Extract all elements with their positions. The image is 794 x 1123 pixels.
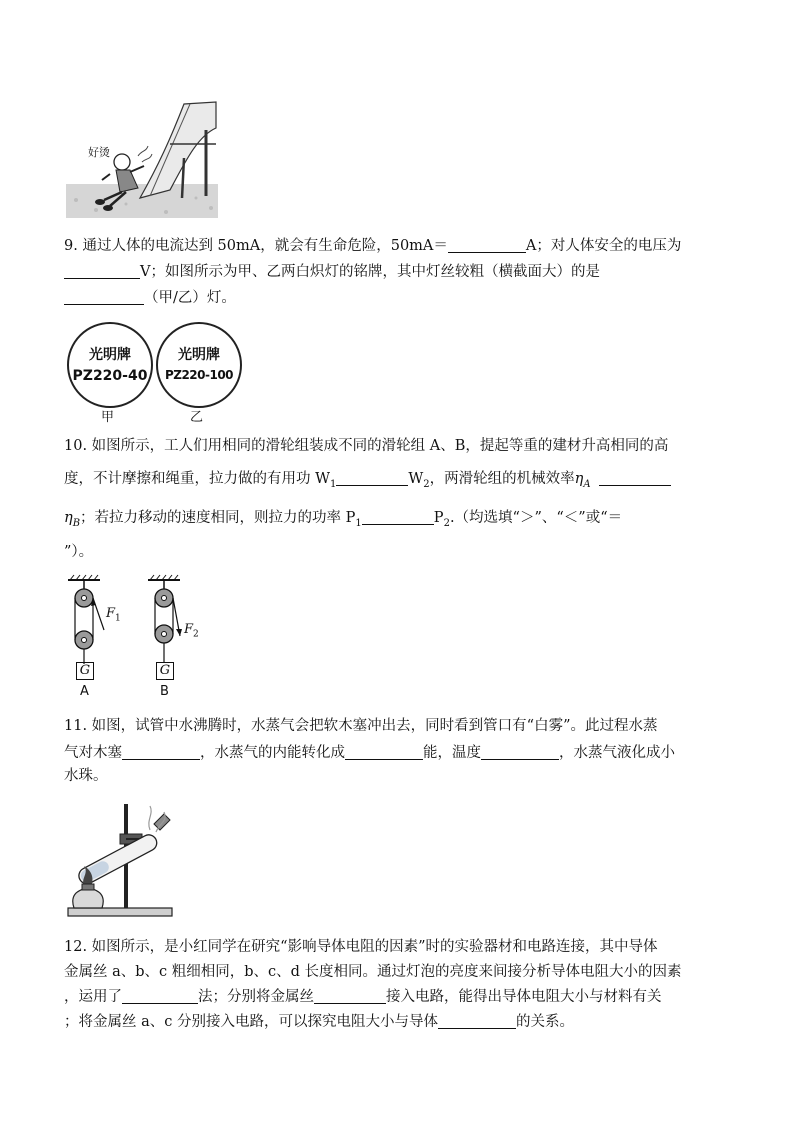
lamp-model: PZ220-100 xyxy=(164,368,234,382)
q11-line-3: 水珠。 xyxy=(64,768,108,784)
force-label-f1: $F_1$ xyxy=(106,606,121,624)
q10-blank-1[interactable] xyxy=(336,470,408,486)
q9-line-3: （甲/乙）灯。 xyxy=(64,288,236,308)
lamp-model: PZ220-40 xyxy=(72,368,148,384)
q12-blank-3[interactable] xyxy=(438,1013,516,1029)
q12-line-4: ；将金属丝 a、c 分别接入电路，可以探究电阻大小与导体 的关系。 xyxy=(64,1014,574,1030)
q10-blank-2[interactable] xyxy=(599,470,671,486)
lamp-badge-yi xyxy=(156,322,242,408)
pulley-figure xyxy=(60,574,220,700)
q11-blank-2[interactable] xyxy=(345,744,423,760)
q10-blank-3[interactable] xyxy=(362,509,434,525)
q10-line-2: 度，不计摩擦和绳重，拉力做的有用功 $W_1$ $W_2$，两滑轮组的机械效率$\eta_A$ xyxy=(64,469,671,495)
lamp-label-jia: 甲 xyxy=(101,410,115,425)
q9-blank-2[interactable] xyxy=(64,263,140,279)
q10-line-3: $\eta_B$；若拉力移动的速度相同，则拉力的功率 $P_1$ $P_2$.（均选填“＞”、“＜”或“＝ xyxy=(64,510,623,529)
lamp-label-yi: 乙 xyxy=(190,410,204,425)
q9-blank-3[interactable] xyxy=(64,289,144,305)
q12-blank-2[interactable] xyxy=(314,988,386,1004)
figure-label-b: B xyxy=(160,684,169,699)
q12-blank-1[interactable] xyxy=(122,988,198,1004)
q9-line-2: V；如图所示为甲、乙两白炽灯的铭牌，其中灯丝较粗（横截面大）的是 xyxy=(64,262,600,282)
weight-box-a: G xyxy=(76,662,94,680)
q10-line-1: 10. 如图所示，工人们用相同的滑轮组装成不同的滑轮组 A、B，提起等重的建材升高相同的高 xyxy=(64,438,669,454)
slide-figure xyxy=(66,100,218,218)
q12-line-2: 金属丝 a、b、c 粗细相同，b、c、d 长度相同。通过灯泡的亮度来间接分析导体电阻大小的因素 xyxy=(64,964,682,980)
test-tube-figure xyxy=(64,796,176,920)
q9-blank-1[interactable] xyxy=(448,237,526,253)
lamp-badge-jia xyxy=(67,322,153,408)
q11-blank-3[interactable] xyxy=(481,744,559,760)
q12-line-3: ，运用了 法；分别将金属丝 接入电路，能得出导体电阻大小与材料有关 xyxy=(64,989,662,1005)
q11-line-1: 11. 如图，试管中水沸腾时，水蒸气会把软木塞冲出去，同时看到管口有“白雾”。此过程水蒸 xyxy=(64,718,658,734)
q10-line-4: ”）。 xyxy=(64,544,94,560)
lamp-brand: 光明牌 xyxy=(178,347,220,363)
q9-line-1: 9. 通过人体的电流达到 50mA，就会有生命危险，50mA＝ A；对人体安全的电压为 xyxy=(64,238,682,254)
lamp-brand: 光明牌 xyxy=(89,347,131,363)
figure-label-a: A xyxy=(80,684,89,699)
q11-line-2: 气对木塞 ，水蒸气的内能转化成 能，温度 ，水蒸气液化成小 xyxy=(64,745,675,761)
weight-box-b: G xyxy=(156,662,174,680)
q11-blank-1[interactable] xyxy=(122,744,200,760)
slide-caption: 好烫 xyxy=(88,146,110,159)
force-label-f2: $F_2$ xyxy=(184,622,199,640)
q12-line-1: 12. 如图所示，是小红同学在研究“影响导体电阻的因素”时的实验器材和电路连接，其中导体 xyxy=(64,939,658,955)
